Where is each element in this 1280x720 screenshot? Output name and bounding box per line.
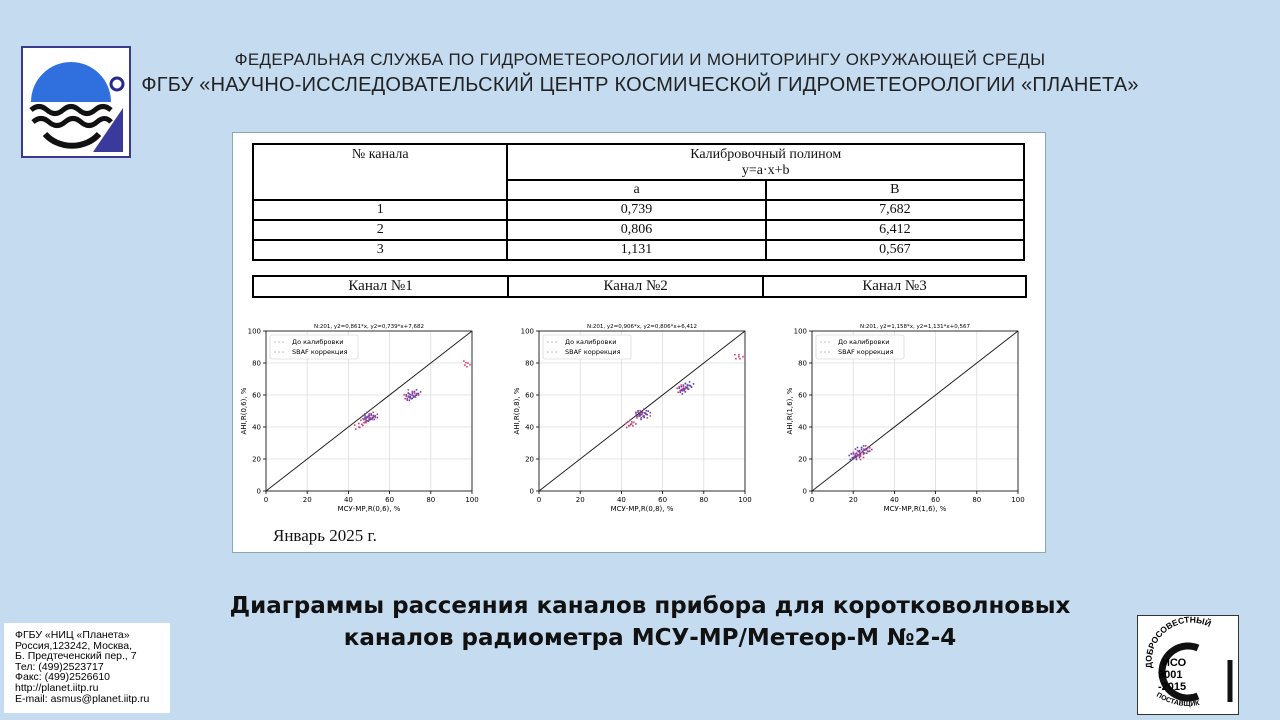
scatter-point (376, 417, 378, 419)
scatter-point (645, 410, 647, 412)
y-axis-label: AHI,R(0,6), % (240, 387, 248, 435)
y-tick-label: 80 (525, 359, 534, 368)
caption-line-2: каналов радиометра МСУ-МР/Метеор-М №2-4 (343, 625, 957, 651)
scatter-point (466, 366, 468, 368)
header-a: а (507, 180, 765, 200)
x-axis-label: МСУ-МР,R(0,8), % (610, 505, 674, 513)
contact-line: Б. Предтеченский пер., 7 (15, 650, 137, 663)
scatter-point (635, 412, 637, 414)
scatter-point (637, 412, 639, 414)
x-axis-label: МСУ-МР,R(0,6), % (337, 505, 401, 513)
scatter-point (857, 447, 859, 449)
scatter-point (636, 417, 638, 419)
legend-marker (824, 341, 826, 343)
scatter-point (861, 449, 863, 451)
x-tick-label: 100 (1011, 496, 1025, 504)
legend (816, 335, 904, 359)
scatter-point (649, 415, 651, 417)
scatter-point (635, 423, 637, 425)
scatter-point (690, 385, 692, 387)
scatter-point (406, 398, 408, 400)
scatter-point (626, 427, 628, 429)
scatter-point (628, 425, 630, 427)
contact-line: Россия,123242, Москва, (15, 639, 132, 652)
scatter-point (856, 457, 858, 459)
scatter-point (848, 455, 850, 457)
header-b: В (766, 180, 1024, 200)
scatter-point (693, 383, 695, 385)
chart-title: N:201, y2=0,906*x, y2=0,806*x+6,412 (586, 324, 698, 330)
scatter-point (683, 384, 685, 386)
scatter-point (358, 423, 360, 425)
y-tick-label: 80 (798, 359, 807, 368)
slide-caption (140, 590, 1160, 654)
scatter-point (371, 417, 373, 419)
scatter-point (869, 450, 871, 452)
scatter-point (871, 449, 873, 451)
scatter-point (408, 389, 410, 391)
scatter-point (643, 417, 645, 419)
legend-marker (820, 351, 822, 353)
scatter-point (363, 422, 365, 424)
y-tick-label: 60 (525, 391, 534, 400)
scatter-point (863, 445, 865, 447)
agency-title: ФЕДЕРАЛЬНАЯ СЛУЖБА ПО ГИДРОМЕТЕОРОЛОГИИ И МОНИТОРИНГУ ОКРУЖАЮЩЕЙ СРЕДЫ (234, 50, 1046, 69)
scatter-point (414, 392, 416, 394)
row-a: 0,739 (507, 200, 765, 220)
x-tick-label: 0 (536, 496, 542, 504)
legend-marker (555, 351, 557, 353)
scatter-point (361, 424, 363, 426)
scatter-point (735, 358, 737, 360)
legend-marker (547, 341, 549, 343)
scatter-point (412, 398, 414, 400)
scatter-point (682, 393, 684, 395)
scatter-point (374, 415, 376, 417)
iso-seal-icon (1138, 616, 1238, 714)
scatter-point (405, 396, 407, 398)
legend-marker (555, 341, 557, 343)
scatter-point (627, 421, 629, 423)
scatter-point (406, 400, 408, 402)
scatter-point (368, 413, 370, 415)
scatter-point (734, 354, 736, 356)
scatter-point (640, 417, 642, 419)
scatter-point (688, 388, 690, 390)
header-poly-formula: y=a·x+b (741, 163, 790, 178)
y-tick-label: 100 (247, 327, 261, 336)
scatter-point (646, 414, 648, 416)
y-axis-label: AHI,R(0,8), % (513, 387, 521, 435)
scatter-point (685, 383, 687, 385)
planeta-logo-icon (23, 48, 129, 156)
scatter-point (685, 391, 687, 393)
scatter-point (863, 457, 865, 459)
scatter-point (684, 388, 686, 390)
x-tick-label: 60 (931, 496, 941, 504)
scatter-point (644, 412, 646, 414)
scatter-point (405, 394, 407, 396)
scatter-chart-3 (786, 324, 1025, 513)
scatter-point (630, 424, 632, 426)
row-channel: 3 (253, 240, 507, 260)
scatter-charts (233, 133, 1045, 552)
scatter-point (637, 410, 639, 412)
scatter-point (412, 394, 414, 396)
scatter-point (849, 459, 851, 461)
scatter-point (412, 392, 414, 394)
iso-badge (1137, 615, 1239, 715)
iso-line-2: 9001 (1158, 669, 1183, 681)
legend-label: До калибровки (565, 338, 617, 346)
scatter-point (742, 356, 744, 358)
legend-label: SBAF коррекция (292, 348, 348, 356)
scatter-point (681, 384, 683, 386)
legend-marker (828, 351, 830, 353)
scatter-chart-1 (240, 324, 479, 513)
x-tick-label: 40 (616, 496, 626, 504)
scatter-point (359, 427, 361, 429)
scatter-point (860, 454, 862, 456)
y-tick-label: 0 (529, 487, 534, 496)
scatter-point (403, 394, 405, 396)
scatter-point (859, 450, 861, 452)
x-tick-label: 0 (263, 496, 269, 504)
scatter-point (649, 412, 651, 414)
row-channel: 2 (253, 220, 507, 240)
row-a: 0,806 (507, 220, 765, 240)
y-tick-label: 20 (252, 455, 261, 464)
legend-marker (551, 341, 553, 343)
x-tick-label: 0 (809, 496, 815, 504)
iso-line-1: ИСО (1162, 657, 1187, 669)
scatter-point (862, 451, 864, 453)
scatter-point (738, 354, 740, 356)
scatter-point (420, 391, 422, 393)
scatter-point (851, 453, 853, 455)
scatter-point (676, 388, 678, 390)
row-b: 0,567 (766, 240, 1024, 260)
scatter-point (367, 416, 369, 418)
channel-label-3: Канал №3 (763, 276, 1026, 297)
scatter-point (678, 386, 680, 388)
date-label: Январь 2025 г. (273, 526, 377, 545)
y-tick-label: 20 (798, 455, 807, 464)
scatter-point (631, 421, 633, 423)
y-tick-label: 60 (252, 391, 261, 400)
scatter-point (354, 424, 356, 426)
scatter-point (365, 420, 367, 422)
scatter-point (372, 415, 374, 417)
scatter-point (860, 459, 862, 461)
scatter-point (368, 418, 370, 420)
y-tick-label: 60 (798, 391, 807, 400)
scatter-point (629, 420, 631, 422)
y-tick-label: 40 (798, 423, 807, 432)
scatter-point (865, 445, 867, 447)
scatter-point (855, 448, 857, 450)
scatter-point (865, 448, 867, 450)
contact-info (4, 623, 170, 713)
scatter-point (362, 415, 364, 417)
contact-line: Факс: (499)2526610 (15, 671, 111, 684)
scatter-point (404, 398, 406, 400)
x-tick-label: 20 (575, 496, 585, 504)
scatter-point (467, 362, 469, 364)
scatter-point (687, 384, 689, 386)
x-tick-label: 80 (426, 496, 436, 504)
x-tick-label: 80 (699, 496, 709, 504)
contact-line[interactable]: http://planet.iitp.ru (15, 681, 99, 694)
scatter-point (856, 452, 858, 454)
scatter-point (646, 417, 648, 419)
row-a: 1,131 (507, 240, 765, 260)
y-tick-label: 0 (802, 487, 807, 496)
scatter-point (636, 416, 638, 418)
legend (270, 335, 358, 359)
scatter-point (463, 360, 465, 362)
scatter-point (633, 422, 635, 424)
scatter-point (681, 386, 683, 388)
contact-line: Тел: (499)2523717 (15, 660, 104, 673)
scatter-point (856, 459, 858, 461)
iso-line-3: -2015 (1158, 681, 1187, 693)
scatter-point (360, 420, 362, 422)
chart-title: N:201, y2=0,861*x, y2=0,739*x+7,682 (313, 324, 425, 330)
legend-marker (274, 351, 276, 353)
x-tick-label: 60 (385, 496, 395, 504)
scatter-point (647, 410, 649, 412)
scatter-point (640, 419, 642, 421)
legend-marker (274, 341, 276, 343)
scatter-point (866, 452, 868, 454)
scatter-point (861, 447, 863, 449)
scatter-point (366, 412, 368, 414)
y-axis-label: AHI,R(1,6), % (786, 387, 794, 435)
legend-label: SBAF коррекция (565, 348, 621, 356)
x-tick-label: 100 (738, 496, 752, 504)
series-1 (625, 354, 744, 428)
scatter-point (678, 388, 680, 390)
scatter-point (681, 389, 683, 391)
y-tick-label: 20 (525, 455, 534, 464)
scatter-point (639, 413, 641, 415)
scatter-point (855, 455, 857, 457)
scatter-point (364, 413, 366, 415)
scatter-point (410, 394, 412, 396)
legend-marker (820, 341, 822, 343)
legend-label: До калибровки (292, 338, 344, 346)
x-axis-label: МСУ-МР,R(1,6), % (883, 505, 947, 513)
legend-marker (828, 341, 830, 343)
scatter-point (853, 453, 855, 455)
scatter-point (464, 364, 466, 366)
iso-top-text: ДОБРОСОВЕСТНЫЙ (1143, 616, 1213, 669)
scatter-point (679, 392, 681, 394)
scatter-point (643, 408, 645, 410)
y-tick-label: 40 (525, 423, 534, 432)
scatter-point (367, 420, 369, 422)
scatter-point (365, 422, 367, 424)
x-tick-label: 60 (658, 496, 668, 504)
x-tick-label: 40 (343, 496, 353, 504)
row-b: 7,682 (766, 200, 1024, 220)
scatter-point (408, 396, 410, 398)
scatter-point (689, 381, 691, 383)
scatter-point (372, 412, 374, 414)
x-tick-label: 80 (972, 496, 982, 504)
row-channel: 1 (253, 200, 507, 220)
scatter-point (417, 393, 419, 395)
scatter-point (416, 389, 418, 391)
scatter-point (370, 414, 372, 416)
scatter-point (355, 428, 357, 430)
scatter-point (465, 362, 467, 364)
scatter-point (632, 425, 634, 427)
calibration-panel (232, 132, 1046, 553)
legend-marker (282, 341, 284, 343)
center-title: ФГБУ «НАУЧНО-ИССЛЕДОВАТЕЛЬСКИЙ ЦЕНТР КОСМИЧЕСКОЙ ГИДРОМЕТЕОРОЛОГИИ «ПЛАНЕТА» (141, 74, 1139, 96)
scatter-point (869, 447, 871, 449)
scatter-point (364, 415, 366, 417)
channel-label-1: Канал №1 (253, 276, 508, 297)
x-tick-label: 20 (848, 496, 858, 504)
x-tick-label: 100 (465, 496, 479, 504)
y-tick-label: 80 (252, 359, 261, 368)
scatter-point (857, 455, 859, 457)
page-header (140, 50, 1140, 97)
scatter-point (641, 412, 643, 414)
organization-logo (21, 46, 131, 158)
x-tick-label: 20 (302, 496, 312, 504)
legend-marker (278, 351, 280, 353)
scatter-point (639, 410, 641, 412)
scatter-point (373, 419, 375, 421)
legend-marker (278, 341, 280, 343)
scatter-point (739, 358, 741, 360)
scatter-point (853, 452, 855, 454)
legend-label: До калибровки (838, 338, 890, 346)
scatter-point (414, 391, 416, 393)
scatter-point (677, 392, 679, 394)
chart-title: N:201, y2=1,158*x, y2=1,131*x+0,567 (859, 324, 971, 330)
scatter-point (409, 400, 411, 402)
scatter-point (408, 392, 410, 394)
y-tick-label: 0 (256, 487, 261, 496)
scatter-chart-2 (513, 324, 752, 513)
scatter-point (364, 416, 366, 418)
scatter-point (415, 395, 417, 397)
channel-label-2: Канал №2 (508, 276, 763, 297)
y-tick-label: 100 (520, 327, 534, 336)
scatter-point (854, 457, 856, 459)
y-tick-label: 40 (252, 423, 261, 432)
legend-marker (551, 351, 553, 353)
x-tick-label: 40 (889, 496, 899, 504)
scatter-point (738, 356, 740, 358)
scatter-point (363, 419, 365, 421)
scatter-point (859, 457, 861, 459)
scatter-point (852, 457, 854, 459)
scatter-point (683, 386, 685, 388)
scatter-point (469, 364, 471, 366)
scatter-point (639, 415, 641, 417)
scatter-point (867, 447, 869, 449)
scatter-point (635, 413, 637, 415)
contact-line[interactable]: E-mail: asmus@planet.iitp.ru (15, 692, 150, 705)
header-channel: № канала (253, 144, 507, 200)
caption-line-1: Диаграммы рассеяния каналов прибора для коротковолновых (229, 593, 1071, 619)
legend-marker (282, 351, 284, 353)
series-2 (362, 389, 421, 422)
legend (543, 335, 631, 359)
legend-label: SBAF коррекция (838, 348, 894, 356)
scatter-point (686, 387, 688, 389)
contact-line: ФГБУ «НИЦ «Планета» (15, 629, 130, 641)
row-b: 6,412 (766, 220, 1024, 240)
scatter-point (376, 414, 378, 416)
scatter-point (625, 423, 627, 425)
y-tick-label: 100 (793, 327, 807, 336)
iso-bottom-text: ПОСТАВЩИК (1155, 691, 1201, 709)
legend-marker (824, 351, 826, 353)
legend-marker (547, 351, 549, 353)
header-poly-title: Калибровочный полином (690, 147, 842, 162)
